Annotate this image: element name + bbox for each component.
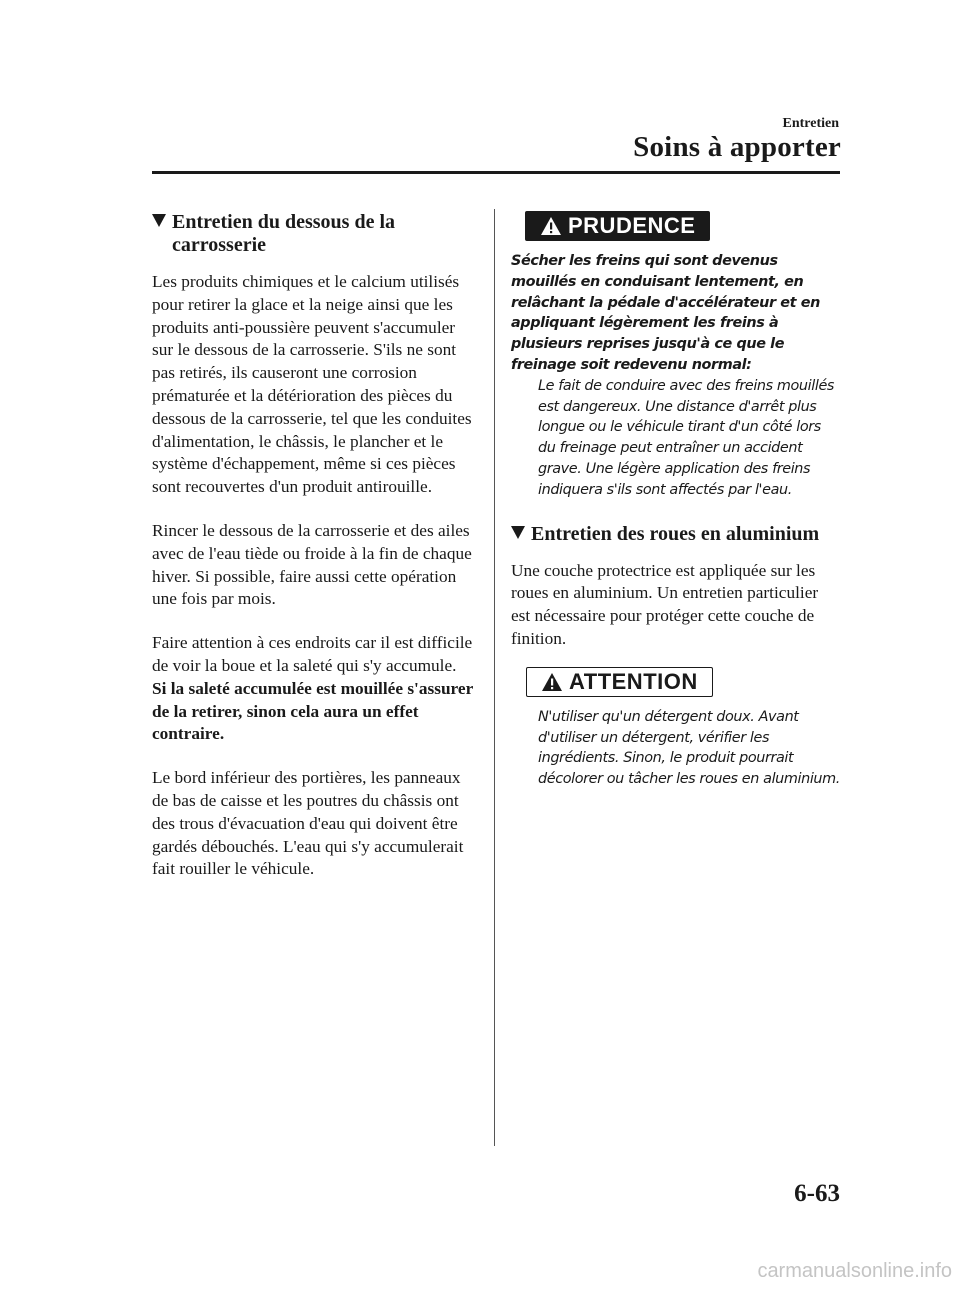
paragraph-aluminium: Une couche protectrice est appliquée sur les roues en aluminium. Un entretien particulier est nécessaire pour protéger cette couche de finition. [511, 560, 819, 648]
header-section-label: Entretien [782, 116, 839, 131]
page-title: Soins à apporter [633, 131, 841, 163]
paragraph-drain-holes: Le bord inférieur des portières, les panneaux de bas de caisse et les poutres du châssis ont des trous d'évacuation d'eau qui doivent être gardés débouchés. L'eau qui s'y accumulerait fait rouiller le véhicule. [152, 768, 464, 879]
page-number: 6-63 [794, 1180, 840, 1207]
attention-label: ATTENTION [569, 668, 698, 694]
triangle-bullet-icon [152, 214, 166, 227]
prudence-label: PRUDENCE [568, 213, 696, 238]
section-heading-text: Entretien du dessous de la carrosserie [172, 211, 396, 256]
prudence-content [511, 251, 841, 501]
triangle-bullet-icon [511, 526, 525, 539]
attention-label-box [526, 667, 713, 697]
paragraph-text: Faire attention à ces endroits car il est difficile de voir la boue et la saleté qui s'y accumule. [152, 633, 473, 675]
paragraph-bold-text: Si la saleté accumulée est mouillée s'assurer de la retirer, sinon cela aura un effet contraire. [152, 678, 473, 744]
column-divider [494, 209, 495, 1146]
paragraph-attention [152, 632, 474, 746]
warning-triangle-icon [540, 216, 562, 236]
prudence-body: Le fait de conduire avec des freins mouillés est dangereux. Une distance d'arrêt plus longue ou le véhicule tirant d'un côté lors du freinage peut entraîner un accident grave. Une légère application des freins indiquera s'ils sont affectés par l'eau. [538, 377, 834, 498]
attention-body: N'utiliser qu'un détergent doux. Avant d'utiliser un détergent, vérifier les ingrédients. Sinon, le produit pourrait décolorer ou tâcher les roues en aluminium. [538, 708, 840, 788]
prudence-lead: Sécher les freins qui sont devenus mouillés en conduisant lentement, en relâchant la pédale d'accélérateur et en appliquant légèrement les freins à plusieurs reprises jusqu'à ce que le freinage soit redevenu normal: [511, 253, 820, 373]
paragraph-rinse: Rincer le dessous de la carrosserie et des ailes avec de l'eau tiède ou froide à la fin de chaque hiver. Si possible, faire aussi cette opération une fois par mois. [152, 520, 472, 609]
right-column [511, 211, 841, 790]
header-divider [152, 171, 840, 174]
warning-triangle-icon [541, 672, 563, 692]
left-column [152, 211, 474, 902]
paragraph-chemicals: Les produits chimiques et le calcium utilisés pour retirer la glace et la neige ainsi que les produits anti-poussière peuvent s'accumuler sur le dessous de la carrosserie. S'ils ne sont pas retirés, ils causeront une corrosion prématurée et la détérioration des pièces du dessous de la carrosserie, tel que les conduites d'alimentation, le châssis, le plancher et le système d'échappement, même si ces pièces sont recouvertes d'un produit antirouille. [152, 272, 472, 497]
section-heading-text: Entretien des roues en aluminium [531, 522, 820, 545]
watermark: carmanualsonline.info [757, 1260, 952, 1282]
prudence-label-box [525, 211, 710, 241]
section-heading-underbody [152, 211, 474, 257]
section-heading-aluminium [511, 523, 841, 546]
